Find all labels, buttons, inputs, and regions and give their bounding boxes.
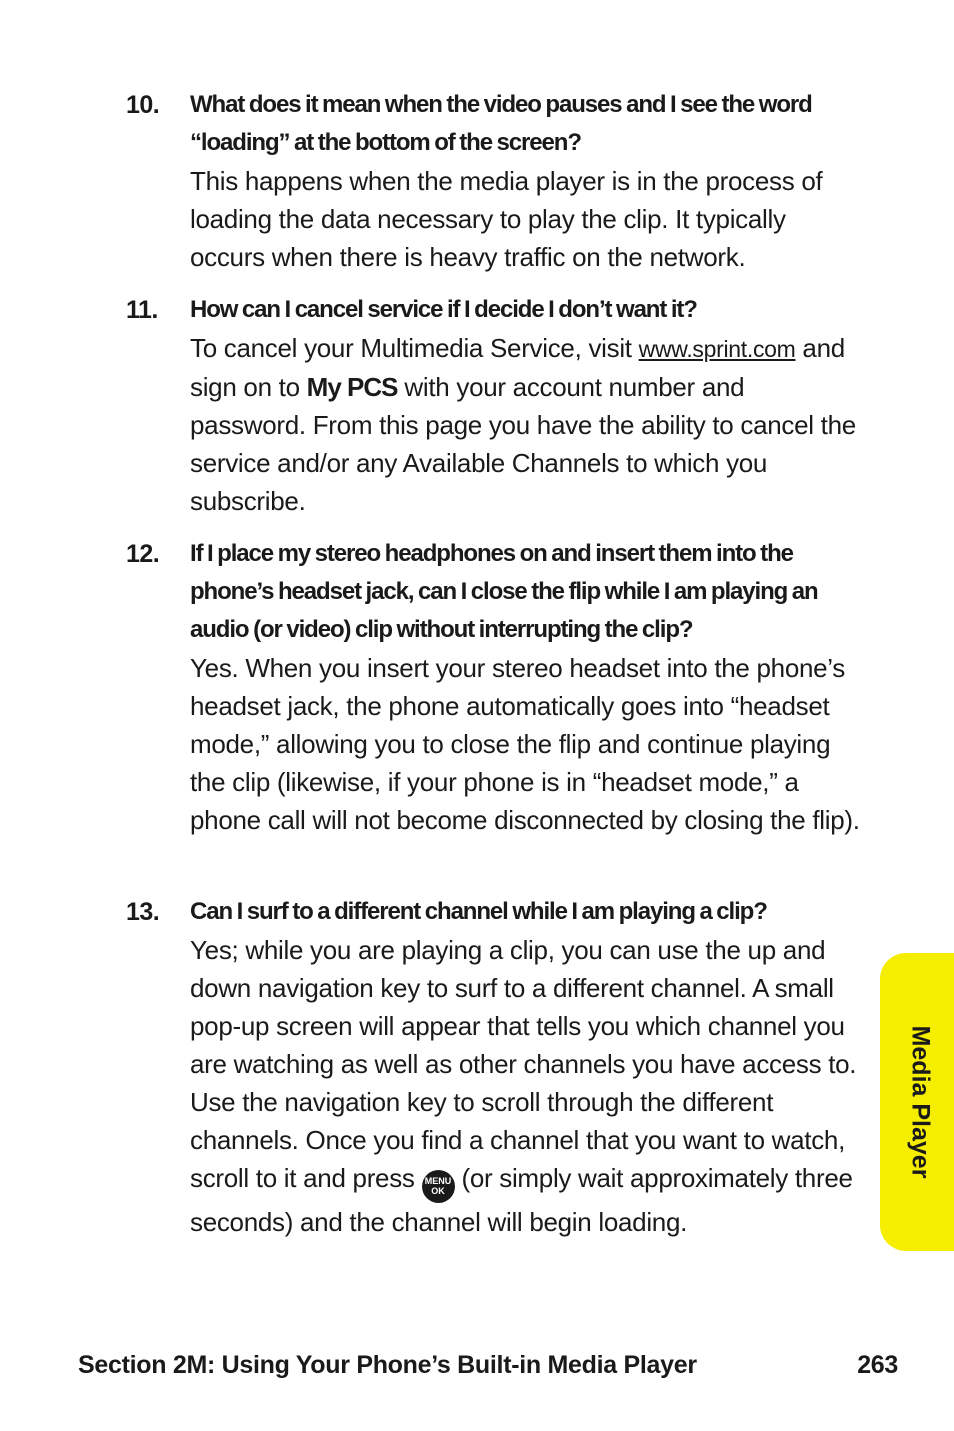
footer-section-title: Section 2M: Using Your Phone’s Built-in Media Player — [78, 1351, 697, 1379]
answer — [190, 329, 866, 520]
answer: Yes. When you insert your stereo headset into the phone’s headset jack, the phone automatically goes into “headset mode,” allowing you to close the flip and continue playing the clip (likewise, if your phone is in “headset mode,” a phone call will not become disconnected by closing the flip). — [190, 653, 860, 835]
answer — [190, 931, 866, 1241]
side-tab-label: Media Player — [906, 1025, 935, 1179]
faq-item-11 — [126, 291, 866, 520]
menu-ok-key-icon — [422, 1170, 455, 1203]
page-number: 263 — [857, 1351, 898, 1379]
item-number: 13. — [126, 898, 160, 926]
item-number: 11. — [126, 296, 158, 324]
faq-item-10 — [126, 86, 866, 276]
answer-text: Yes; while you are playing a clip, you can use the up and down navigation key to surf to a different channel. A small pop-up screen will appear that tells you which channel you are watching as well as other channels you have access to. Use the navigation key to scroll through the different channels. Once you find a channel that you want to watch, scroll to it and press — [190, 935, 857, 1193]
question: What does it mean when the video pauses and I see the word “loading” at the bottom of the screen? — [190, 91, 812, 156]
section-side-tab — [880, 953, 954, 1251]
answer-text: To cancel your Multimedia Service, visit — [190, 333, 639, 363]
answer-text: with your account number and password. From this page you have the ability to cancel the service and/or any Available Channels to which you subscribe. — [190, 372, 856, 516]
ok-key-label: OK — [431, 1186, 445, 1196]
question: How can I cancel service if I decide I don’t want it? — [190, 296, 697, 323]
sprint-website-link[interactable]: www.sprint.com — [638, 336, 796, 362]
item-number: 10. — [126, 91, 160, 119]
item-number: 12. — [126, 540, 160, 568]
faq-item-13 — [126, 893, 866, 1241]
answer-text: and sign on to — [190, 333, 845, 402]
question: If I place my stereo headphones on and insert them into the phone’s headset jack, can I close the flip while I am playing an audio (or video) clip without interrupting the clip? — [190, 540, 818, 643]
faq-item-12 — [126, 535, 866, 839]
question: Can I surf to a different channel while I am playing a clip? — [190, 898, 767, 925]
menu-key-label: MENU — [424, 1176, 452, 1186]
answer-text: (or simply wait approximately three seconds) and the channel will begin loading. — [190, 1163, 853, 1237]
my-pcs-label: My PCS — [306, 372, 398, 402]
answer: This happens when the media player is in the process of loading the data necessary to play the clip. It typically occurs when there is heavy traffic on the network. — [190, 166, 823, 272]
